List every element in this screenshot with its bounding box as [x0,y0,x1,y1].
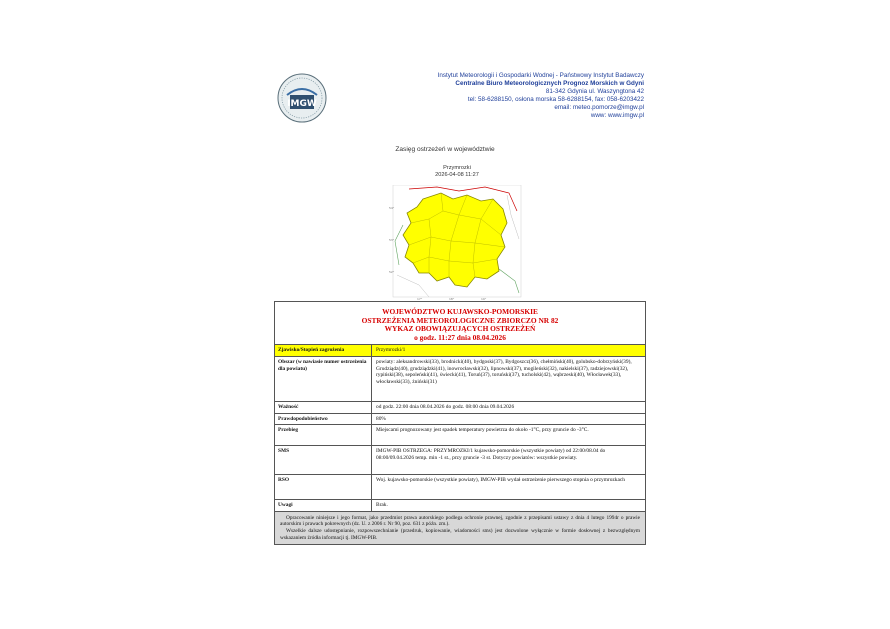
heading-region: WOJEWÓDZTWO KUJAWSKO-POMORSKIE [382,307,538,316]
logo-text: IMGW [287,99,317,109]
table-row-area [275,357,645,402]
institute-info [304,72,644,121]
row-value: 80% [376,415,386,422]
section-title: Zasięg ostrzeżeń w województwie [395,146,495,153]
svg-text:54°: 54° [389,206,395,210]
row-label: Prawdopodobieństwo [275,414,372,425]
svg-text:17°: 17° [417,297,423,301]
email[interactable]: email: meteo.pomorze@imgw.pl [554,104,644,112]
row-label: Zjawisko/Stopień zagrożenia [275,345,372,356]
svg-text:19°: 19° [481,297,487,301]
row-label: Uwagi [275,500,372,511]
svg-text:18°: 18° [449,297,455,301]
warning-heading [275,302,645,345]
warning-map [389,165,525,301]
row-label: RSO [275,475,372,499]
warning-table [274,301,646,545]
map-title: Przymrozki [443,165,471,171]
table-row-validity [275,402,645,414]
map-svg [389,185,525,301]
copyright-paragraph: Wszelkie dalsze udostępnianie, rozpowszechnianie (przedruk, kopiowanie, wiadomości sms) jest dozwolone wyłącznie w formie dosłownej z bezwzględnym wskazaniem źródła informacji tj. IMGW-PIB. [280,527,640,541]
institute-name: Instytut Meteorologii i Gospodarki Wodnej - Państwowy Instytut Badawczy [437,72,644,79]
table-row-rso [275,475,645,500]
heading-time: o godz. 11:27 dnia 08.04.2026 [414,332,506,342]
heading-title: OSTRZEŻENIA METEOROLOGICZNE ZBIORCZO NR 82 [361,315,559,325]
heading-subtitle: WYKAZ OBOWIĄZUJĄCYCH OSTRZEŻEŃ [384,324,536,334]
row-value: powiaty: aleksandrowski(33), brodnicki(40), bydgoski(37), Bydgoszcz(36), chełmiński(40), golubsko-dobrzyński(39), Grudziądz(40), grudziądzki(41), inowrocławski(32), lipnowski(37), mogileński(32), nakielski(37), radziejowski(32), rypiński(38), sepoleński(41), świecki(41), Toruń(37), toruński(37), tucholski(42), wąbrzeski(40), Włocławek(33), włocławski(33), żniński(31) [376,358,632,385]
address: 81-342 Gdynia ul. Waszyngtona 42 [545,88,644,96]
row-value: Przymrozki/1 [376,347,406,354]
copyright-paragraph: Opracowanie niniejsze i jego format, jako przedmiot prawa autorskiego podlega ochronie prawnej, zgodnie z przepisami ustawy z dnia 4 lutego 1994r o prawie autorskim i prawach pokrewnych (dz. U. z 2006 r. Nr 90, poz. 631 z późn. zm.). [280,514,640,528]
table-row-course [275,425,645,446]
svg-text:52°: 52° [389,270,395,274]
row-value: IMGW-PIB OSTRZEGA: PRZYMROZKI/1 kujawsko-pomorskie (wszystkie powiaty) od 22:00/08.04 do 08:00/09.04.2026 temp. min -1 st., przy gruncie -3 st. Dotyczy powiatów: wszystkie powiaty. [376,448,606,461]
table-row-sms [275,446,645,475]
row-label: SMS [275,446,372,474]
row-value: Miejscami prognozowany jest spadek temperatury powietrza do około -1°C, przy gruncie do -3°C. [376,427,589,434]
map-timestamp: 2026-04-08 11:27 [435,172,479,178]
row-value: Brak. [376,502,388,509]
table-row-probability [275,414,645,426]
row-label: Ważność [275,402,372,413]
phones: tel: 58-6288150, osłona morska 58-6288154, fax: 058-6203422 [467,96,644,104]
website[interactable]: www: www.imgw.pl [590,112,644,120]
table-row-remarks [275,500,645,512]
row-label: Przebieg [275,425,372,445]
row-value: Woj. kujawsko-pomorskie (wszystkie powiaty), IMGW-PIB wydał ostrzeżenie pierwszego stopnia o przymrozkach [376,477,625,484]
voivodeship-shape [403,193,507,287]
table-row-phenomenon [275,345,645,357]
office-name: Centralne Biuro Meteorologicznych Prognoz Morskich w Gdyni [455,80,644,88]
svg-text:53°: 53° [389,238,395,242]
row-value: od godz. 22:00 dnia 08.04.2026 do godz. 08:00 dnia 09.04.2026 [376,403,515,410]
row-label: Obszar (w nawiasie numer ostrzeżenia dla powiatu) [275,357,372,401]
copyright-footer [275,512,645,544]
